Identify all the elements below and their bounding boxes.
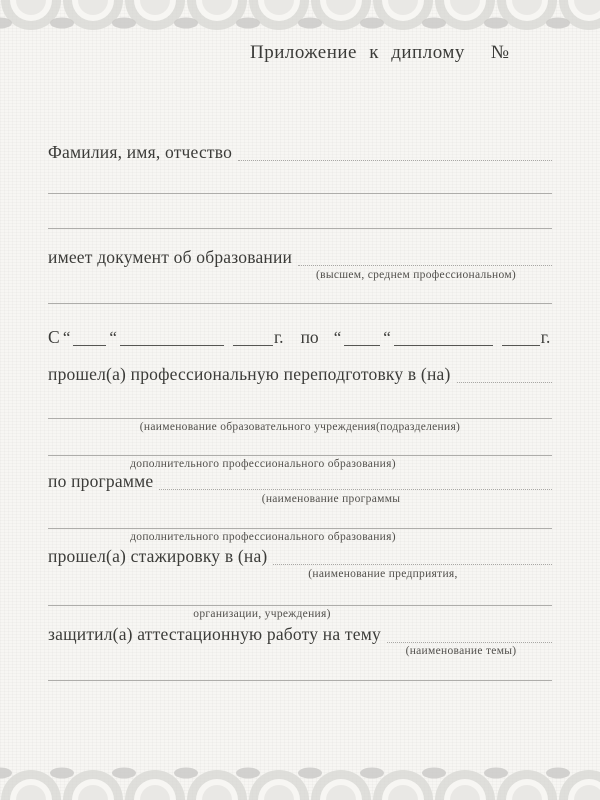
- blank-line: [48, 455, 552, 456]
- education-hint: (высшем, среднем профессиональном): [315, 269, 517, 281]
- blank-line: [48, 605, 552, 606]
- date-from-label: С: [48, 326, 60, 347]
- thesis-label: защитил(а) аттестационную работу на тему: [48, 623, 381, 644]
- program-hint-line1: (наименование программы: [261, 493, 401, 505]
- education-label: имеет документ об образовании: [48, 246, 293, 267]
- date-to-month-blank: [394, 343, 493, 346]
- page-title: [250, 42, 509, 64]
- internship-label: прошел(а) стажировку в (на): [48, 545, 268, 566]
- full-name-blank-line: [238, 157, 552, 161]
- program-label: по программе: [48, 470, 154, 491]
- retraining-label: прошел(а) профессиональную переподготовку в (на): [48, 363, 451, 384]
- year-suffix: г.: [273, 326, 284, 347]
- internship-blank-line: [273, 561, 552, 565]
- year-suffix: г.: [540, 326, 551, 347]
- blank-line: [48, 418, 552, 419]
- field-program: [48, 471, 552, 490]
- retraining-blank-line: [457, 379, 552, 383]
- thesis-hint: (наименование темы): [405, 645, 517, 657]
- retraining-hint-line1: (наименование образовательного учреждения(подразделения): [139, 421, 461, 433]
- retraining-hint-line2: дополнительного профессионального образования): [130, 458, 396, 470]
- date-from-month-blank: [120, 343, 224, 346]
- blank-line: [48, 528, 552, 529]
- field-thesis: [48, 624, 552, 643]
- date-from-day-blank: [73, 343, 106, 346]
- guilloche-border-top-icon: [0, 0, 600, 32]
- quote-mark: “: [333, 328, 342, 347]
- date-to-day-blank: [344, 343, 380, 346]
- quote-mark: “: [109, 328, 117, 347]
- field-full-name: [48, 142, 552, 161]
- date-to-label: по: [300, 326, 319, 347]
- field-dates: [48, 327, 552, 346]
- quote-mark: “: [62, 328, 71, 347]
- thesis-blank-line: [387, 639, 552, 643]
- blank-line: [48, 680, 552, 681]
- guilloche-border-bottom-icon: [0, 764, 600, 800]
- date-to-year-blank: [502, 343, 540, 346]
- date-from-year-blank: [233, 343, 273, 346]
- blank-line: [48, 193, 552, 194]
- quote-mark: “: [383, 328, 391, 347]
- field-internship: [48, 546, 552, 565]
- internship-hint-line1: (наименование предприятия,: [308, 568, 458, 580]
- internship-hint-line2: организации, учреждения): [193, 608, 331, 620]
- full-name-label: Фамилия, имя, отчество: [48, 141, 233, 162]
- program-blank-line: [159, 486, 552, 490]
- blank-line: [48, 303, 552, 304]
- program-hint-line2: дополнительного профессионального образования): [130, 531, 396, 543]
- field-education-document: [48, 247, 552, 266]
- field-retraining: [48, 364, 552, 383]
- education-blank-line: [298, 262, 552, 266]
- blank-line: [48, 228, 552, 229]
- number-sign: №: [490, 42, 509, 63]
- title-text: Приложение к диплому: [250, 42, 465, 63]
